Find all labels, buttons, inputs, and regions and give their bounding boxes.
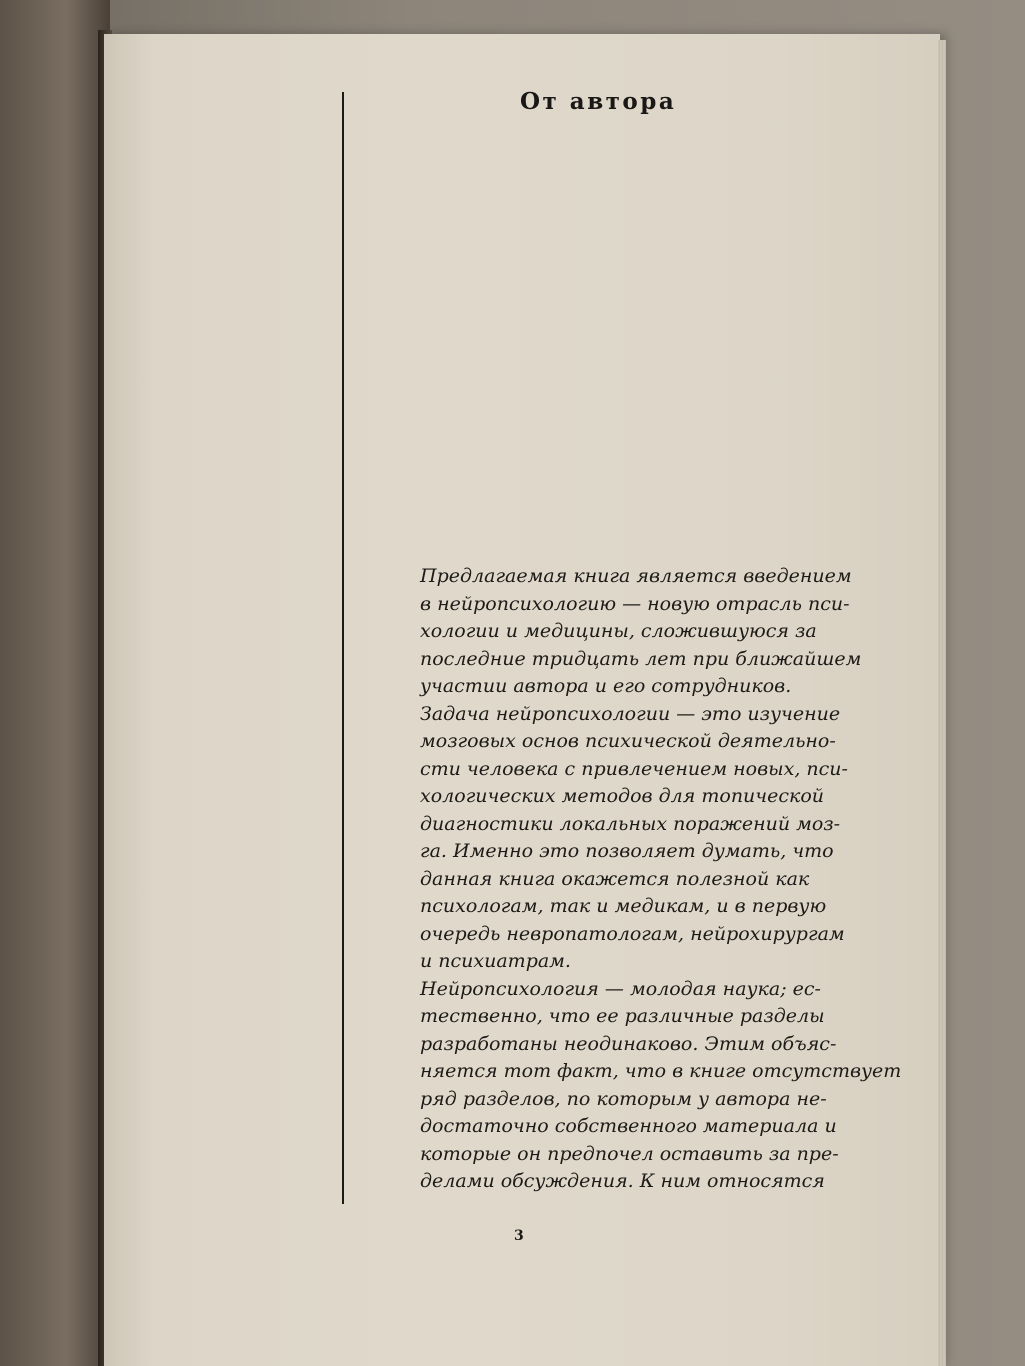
text-line: ряд разделов, по которым у автора не- — [420, 1087, 827, 1110]
text-line: га. Именно это позволяет думать, что — [420, 840, 834, 862]
text-line: хологии и медицины, сложившуюся за — [420, 620, 817, 642]
text-line: тественно, что ее различные разделы — [420, 1005, 825, 1027]
text-line: мозговых основ психической деятельно- — [420, 730, 836, 752]
body-text — [420, 563, 902, 1196]
text-line: няется тот факт, что в книге отсутствует — [420, 1060, 902, 1082]
text-line: последние тридцать лет при ближайшем — [420, 647, 862, 670]
vertical-rule — [342, 92, 344, 1204]
text-line: которые он предпочел оставить за пре- — [420, 1142, 839, 1165]
text-line: хологических методов для топической — [420, 785, 825, 807]
text-line: сти человека с привлечением новых, пси- — [420, 757, 848, 780]
text-line: достаточно собственного материала и — [420, 1115, 837, 1137]
page-title: От автора — [520, 88, 677, 115]
text-line: Нейропсихология — молодая наука; ес- — [420, 977, 821, 1000]
text-line: диагностики локальных поражений моз- — [420, 812, 841, 835]
page-number: 3 — [514, 1228, 524, 1244]
text-line: Предлагаемая книга является введением — [420, 565, 852, 587]
text-line: разработаны неодинаково. Этим объяс- — [420, 1032, 837, 1055]
previous-page-edge — [0, 0, 110, 1366]
text-line: данная книга окажется полезной как — [420, 867, 810, 890]
text-line: делами обсуждения. К ним относятся — [420, 1170, 825, 1192]
text-line: Задача нейропсихологии — это изучение — [420, 702, 841, 725]
text-line: и психиатрам. — [420, 950, 571, 972]
text-line: очередь невропатологам, нейрохирургам — [420, 922, 845, 945]
text-line: в нейропсихологию — новую отрасль пси- — [420, 592, 850, 615]
text-line: психологам, так и медикам, и в первую — [420, 895, 827, 917]
page-stack-edge — [938, 40, 946, 1366]
text-line: участии автора и его сотрудников. — [420, 675, 792, 697]
